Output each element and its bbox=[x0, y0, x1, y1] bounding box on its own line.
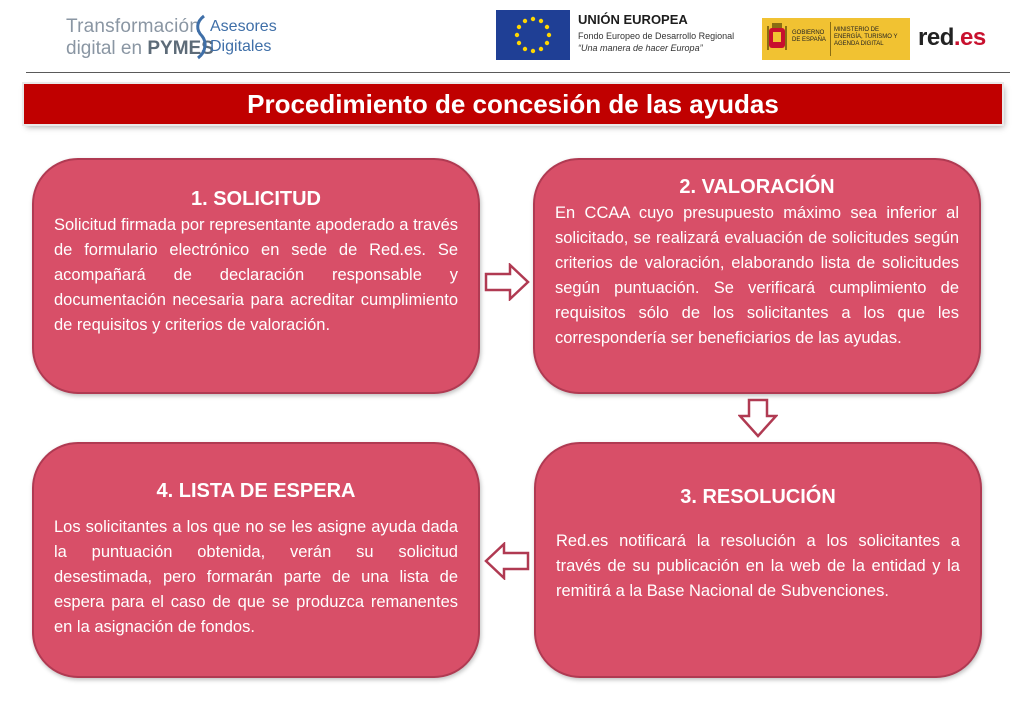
brand-line1: Transformación bbox=[66, 16, 201, 37]
step-resolucion bbox=[534, 442, 982, 678]
gov-separator bbox=[830, 22, 831, 56]
step-valoracion bbox=[533, 158, 981, 394]
eu-fund: Fondo Europeo de Desarrollo Regional bbox=[578, 31, 735, 41]
step-text: Solicitud firmada por representante apoderado a través de formulario electrónico en sede de Red.es. Se acompañará de declaración responsable y documentación necesaria para acreditar cumplimiento de requisitos y criterios de valoración. bbox=[54, 216, 458, 334]
arrow-left-icon bbox=[484, 542, 530, 580]
transformacion-digital-logo bbox=[66, 14, 286, 62]
step-solicitud bbox=[32, 158, 480, 394]
step-heading: 4. LISTA DE ESPERA bbox=[156, 480, 356, 502]
step-text: Red.es notificará la resolución a los solicitantes a través de su publicación en la web de la entidad y la remitirá a la Base Nacional de Subvenciones. bbox=[556, 532, 960, 600]
gobierno-logo bbox=[762, 18, 910, 60]
arrow-right-icon bbox=[484, 263, 530, 301]
eu-title: UNIÓN EUROPEA bbox=[578, 12, 688, 27]
step-text: En CCAA cuyo presupuesto máximo sea inferior al solicitado, se realizará evaluación de solicitudes según criterios de valoración, elaborando lista de solicitudes según puntuación. Se verificará cumplimiento de requisitos sólo de los solicitantes a los que les correspondería ser beneficiarios de las ayudas. bbox=[555, 204, 959, 347]
title-banner bbox=[24, 84, 1002, 124]
eu-text-block bbox=[578, 12, 748, 53]
step-lista-espera bbox=[32, 442, 480, 678]
brand-line2-prefix: digital en bbox=[66, 38, 148, 59]
redes-logo bbox=[918, 24, 986, 52]
brand-line2-bold: PYMES bbox=[147, 38, 214, 59]
brand-right2: Digitales bbox=[210, 38, 272, 55]
arrow-down-icon bbox=[738, 398, 778, 438]
redes-main: red bbox=[918, 24, 954, 51]
page-title: Procedimiento de concesión de las ayudas bbox=[247, 88, 779, 119]
eu-flag-icon bbox=[496, 10, 570, 60]
step-heading: 1. SOLICITUD bbox=[190, 188, 321, 210]
header-divider bbox=[26, 72, 1010, 73]
step-heading: 3. RESOLUCIÓN bbox=[680, 486, 836, 508]
spain-coat-of-arms-icon bbox=[766, 22, 788, 56]
gov-right-text: MINISTERIO DE ENERGÍA, TURISMO Y AGENDA DIGITAL bbox=[834, 27, 898, 47]
eu-motto: “Una manera de hacer Europa” bbox=[578, 43, 703, 53]
step-heading: 2. VALORACIÓN bbox=[679, 176, 835, 198]
step-text: Los solicitantes a los que no se les asigne ayuda dada la puntuación obtenida, verán su solicitud desestimada, pero formarán parte de una lista de espera para el caso de que se produzca remanentes en la asignación de fondos. bbox=[54, 518, 458, 636]
brand-right1: Asesores bbox=[210, 18, 277, 35]
brand-line2 bbox=[66, 38, 214, 60]
redes-suffix: .es bbox=[953, 24, 986, 51]
gov-left-text: GOBIERNO DE ESPAÑA bbox=[792, 30, 826, 43]
brand-swirl-icon bbox=[194, 14, 208, 60]
